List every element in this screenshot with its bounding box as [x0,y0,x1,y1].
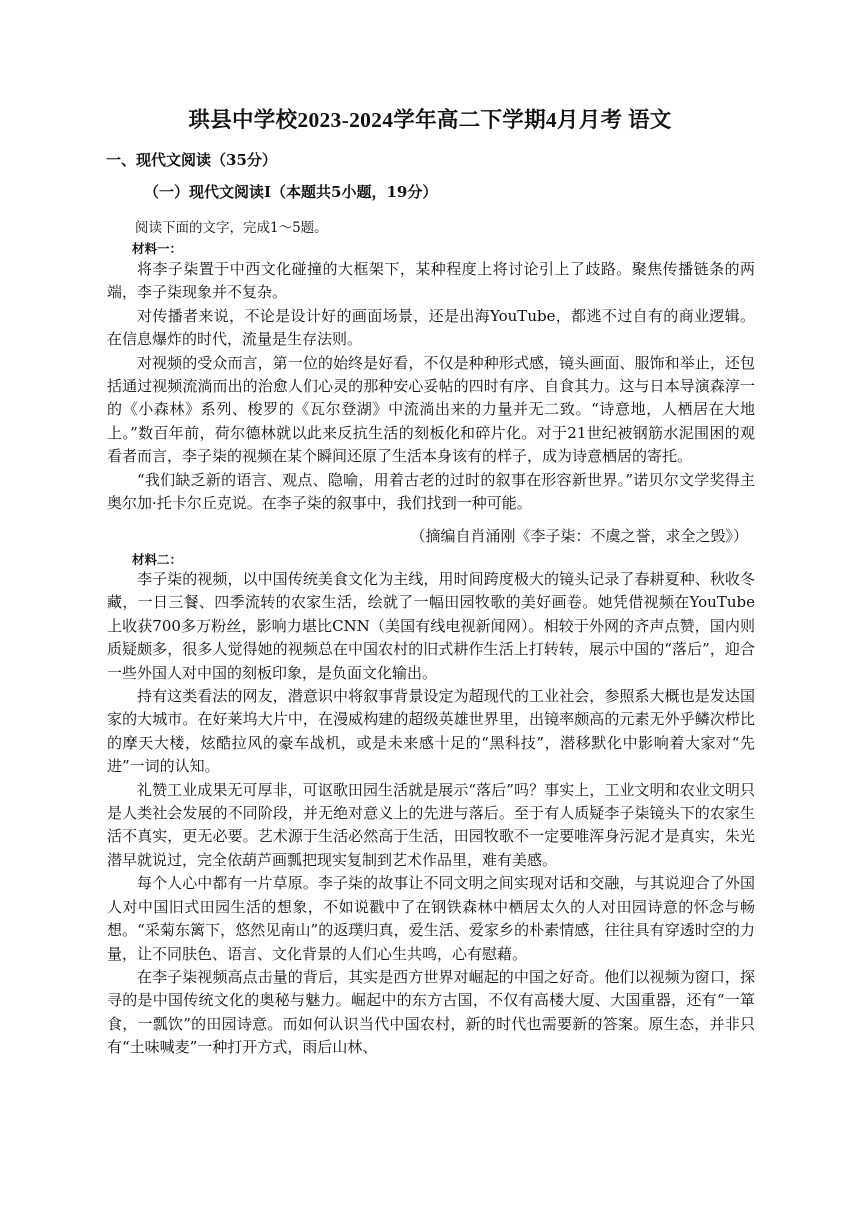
material-two-body [107,568,755,1060]
material-one-label: 材料一： [132,241,183,256]
paragraph: “我们缺乏新的语言、观点、隐喻，用着古老的过时的叙事在形容新世界。”诺贝尔文学奖得主奥尔加·托卡尔丘克说。在李子柒的叙事中，我们找到一种可能。 [107,470,755,513]
source-citation: （摘编自肖涌刚《李子柒：不虞之誉，求全之毁》） [410,527,748,545]
paragraph: 礼赞工业成果无可厚非，可讴歌田园生活就是展示“落后”吗？事实上，工业文明和农业文明只是人类社会发展的不同阶段，并无绝对意义上的先进与落后。至于有人质疑李子柒镜头下的农家生活不真实，更无必要。艺术源于生活必然高于生活，田园牧歌不一定要唯浑身污泥才是真实，朱光潜早就说过，完全依葫芦画瓢把现实复制到艺术作品里，难有美感。 [107,780,755,869]
paragraph: 持有这类看法的网友，潜意识中将叙事背景设定为超现代的工业社会，参照系大概也是发达国家的大城市。在好莱坞大片中，在漫威构建的超级英雄世界里，出镜率颇高的元素无外乎鳞次栉比的摩天大楼，炫酷拉风的豪车战机，或是未来感十足的“黑科技”，潜移默化中影响着大家对“先进”一词的认知。 [107,687,755,776]
section-heading: 一、现代文阅读（35分） [106,151,277,169]
paragraph: 李子柒的视频，以中国传统美食文化为主线，用时间跨度极大的镜头记录了春耕夏种、秋收冬藏，一日三餐、四季流转的农家生活，绘就了一幅田园牧歌的美好画卷。她凭借视频在YouTube上收获700多万粉丝，影响力堪比CNN（美国有线电视新闻网）。相较于外网的齐声点赞，国内则质疑颇多，很多人觉得她的视频总在中国农村的旧式耕作生活上打转转，展示中国的“落后”，迎合一些外国人对中国的刻板印象，是负面文化输出。 [107,570,755,682]
paragraph: 对传播者来说，不论是设计好的画面场景，还是出海YouTube，都逃不过自有的商业逻辑。在信息爆炸的时代，流量是生存法则。 [107,306,755,349]
material-one-body [107,258,755,515]
page-title: 珙县中学校2023-2024学年高二下学期4月月考 语文 [188,108,672,132]
paragraph: 每个人心中都有一片草原。李子柒的故事让不同文明之间实现对话和交融，与其说迎合了外国人对中国旧式田园生活的想象，不如说戳中了在钢铁森林中栖居太久的人对田园诗意的怀念与畅想。“采菊东篱下，悠然见南山”的返璞归真，爱生活、爱家乡的朴素情感，往往具有穿透时空的力量，让不同肤色、语言、文化背景的人们心生共鸣，心有慰藉。 [107,874,755,963]
paragraph: 在李子柒视频高点击量的背后，其实是西方世界对崛起的中国之好奇。他们以视频为窗口，探寻的是中国传统文化的奥秘与魅力。崛起中的东方古国，不仅有高楼大厦、大国重器，还有“一箪食，一瓢饮”的田园诗意。而如何认识当代中国农村，新的时代也需要新的答案。原生态，并非只有“土味喊麦”一种打开方式，雨后山林、 [107,967,755,1057]
subsection-heading: （一）现代文阅读Ⅰ（本题共5小题，19分） [144,183,438,201]
paragraph: 将李子柒置于中西文化碰撞的大框架下，某种程度上将讨论引上了歧路。聚焦传播链条的两端，李子柒现象并不复杂。 [107,260,755,302]
instruction-text: 阅读下面的文字，完成1～5题。 [135,220,328,236]
material-two-label: 材料二： [132,552,183,567]
paragraph: 对视频的受众而言，第一位的始终是好看，不仅是种种形式感，镜头画面、服饰和举止，还包括通过视频流淌而出的治愈人们心灵的那种安心妥帖的四时有序、自食其力。这与日本导演森淳一的《小森林》系列、梭罗的《瓦尔登湖》中流淌出来的力量并无二致。“诗意地，人栖居在大地上。”数百年前，荷尔德林就以此来反抗生活的刻板化和碎片化。对于21世纪被钢筋水泥围困的观看者而言，李子柒的视频在某个瞬间还原了生活本身该有的样子，成为诗意栖居的寄托。 [107,353,755,466]
